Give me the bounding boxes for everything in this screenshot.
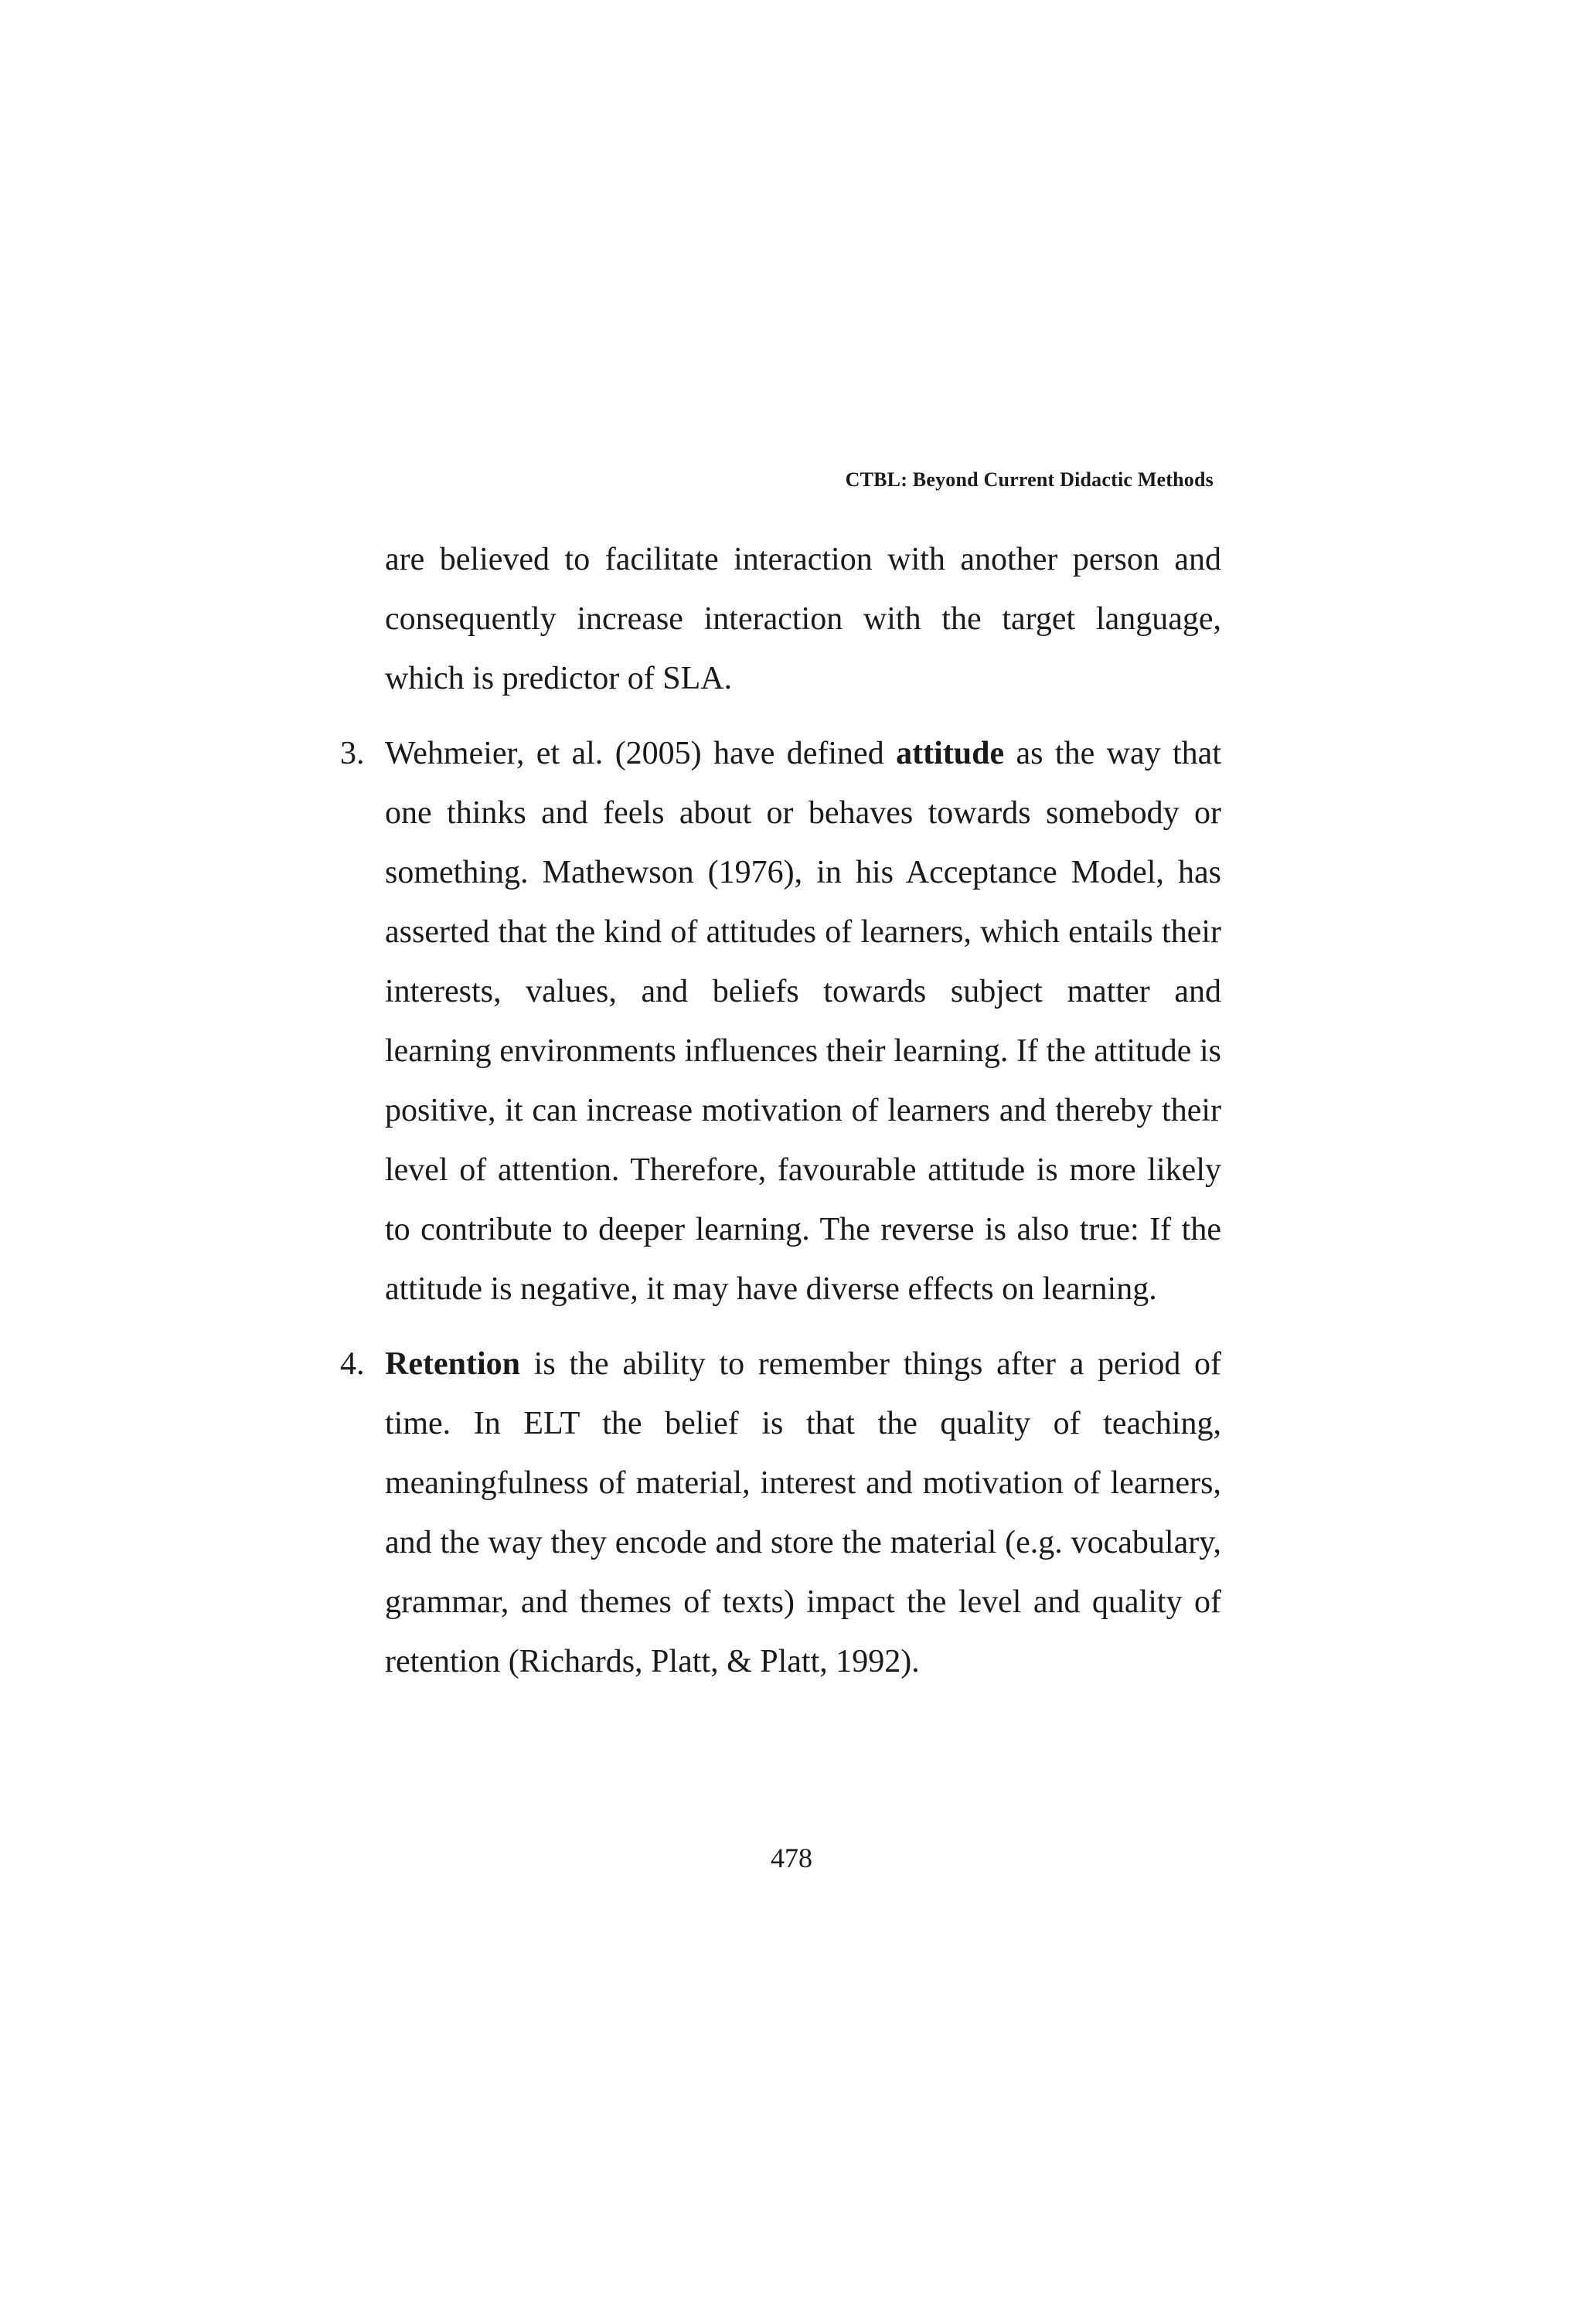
body-text [332,530,1221,1707]
list-number: 4. [340,1346,365,1382]
running-header: CTBL: Beyond Current Didactic Methods [845,468,1214,491]
list-item-retention [332,1335,1221,1692]
paragraph-text-after: as the way that one thinks and feels about or behaves towards somebody or something. Mathewson (1976), in his Acceptance Model, has asserted that the kind of attitudes of learners, which entails their interests, values, and beliefs towards subject matter and learning environments influences their learning. If the attitude is positive, it can increase motivation of learners and thereby their level of attention. Therefore, favourable attitude is more likely to contribute to deeper learning. The reverse is also true: If the attitude is negative, it may have diverse effects on learning. [385,736,1221,1307]
continued-paragraph [332,530,1221,709]
list-item-attitude [332,724,1221,1319]
list-number: 3. [340,736,365,771]
paragraph-text-after: is the ability to remember things after a period of time. In ELT the belief is that the quality of teaching, meaningfulness of material, interest and motivation of learners, and the way they encode and store the material (e.g. vocabulary, grammar, and themes of texts) impact the level and quality of retention (Richards, Platt, & Platt, 1992). [385,1346,1221,1679]
defined-term: attitude [896,736,1005,771]
defined-term: Retention [385,1346,520,1382]
paragraph-text: are believed to facilitate interaction with another person and consequently increase interaction with the target language, which is predictor of SLA. [385,542,1221,696]
page-number: 478 [771,1843,812,1873]
paragraph-text-before: Wehmeier, et al. (2005) have defined [385,736,897,771]
